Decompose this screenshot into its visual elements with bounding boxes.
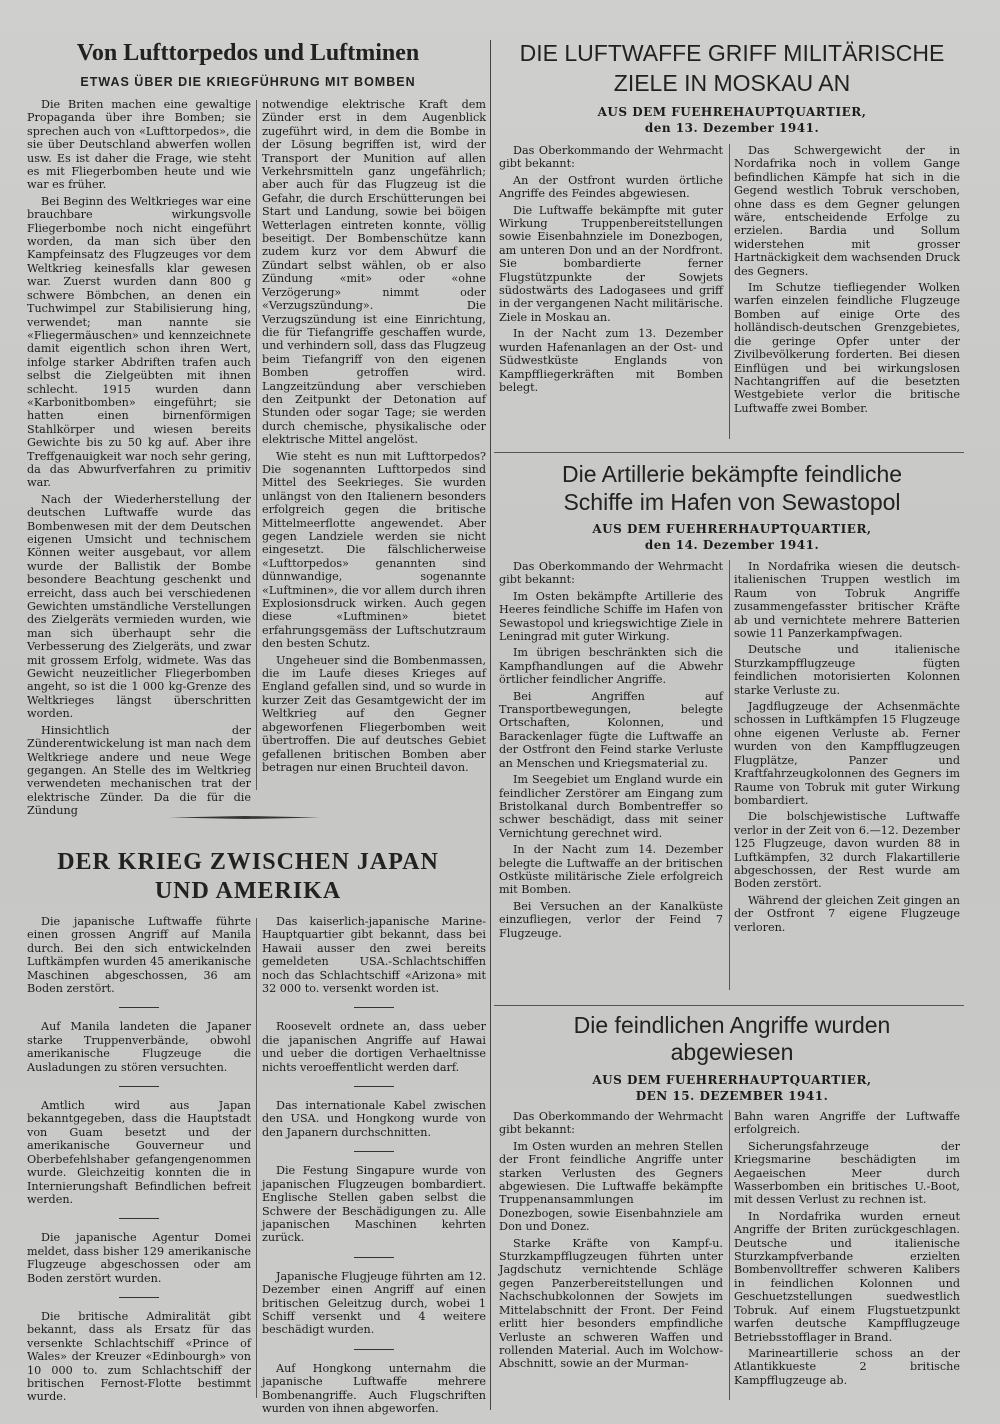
title-line: Die Artillerie bekämpfte feindliche [561,461,903,487]
paragraph: Japanische Flugjeuge führten am 12. Dezember einen Angriff auf einen britischen Geleitzug durch, wobei 1 Schiff versenkt und 4 weitere beschädigt wurden. [262,1269,486,1337]
paragraph: Die Briten machen eine gewaltige Propaganda über ihre Bomben; sie sprechen auch von «Lufttorpedos», die sie über Deutschland abwerfen wollen usw. Es ist daher die Frage, wie steht es mit Fliegerbomben heute und wie war es früher. [27,98,251,192]
title-line: DER KRIEG ZWISCHEN JAPAN [57,849,439,875]
article-divider [494,1005,964,1006]
paragraph: Jagdflugzeuge der Achsenmächte schossen in Luftkämpfen 15 Flugzeuge ohne eigenen Verluste ab. Ferner wurden von den Kampfflugzeugen Flugplätze, Panzer und Kraftfahrzeugkolonnen des Gegners im Raume von Tobruk mit guter Wirkung bombardiert. [734,700,960,807]
article-japan-title [28,848,468,906]
page-column-divider [490,40,491,1410]
article-lufttorpedos-title: Von Lufttorpedos und Luftminen [76,40,420,66]
paragraph: Marineartillerie schoss an der Atlantikkueste 2 britische Kampfflugzeuge ab. [734,1346,960,1387]
title-line: Schiffe im Hafen von Sewastopol [563,489,901,515]
paragraph: Ungeheuer sind die Bombenmassen, die im Laufe dieses Krieges auf England gefallen sind, und so wurde in kurzer Zeit das Gesamtgewicht der im Weltkrieg auf den Gegner abgeworfenen Fliegerbomben weit übertroffen. Die auf deutsches Gebiet gefallenen britischen Bomben aber betragen nur einen Bruchteil davon. [262,653,486,774]
column-rule [729,144,730,439]
paragraph: Die bolschjewistische Luftwaffe verlor in der Zeit von 6.—12. Dezember 125 Flugzeuge, davon wurden 88 in Luftkämpfen, 32 durch Flakartillerie abgeschossen, der Rest wurde am Boden zerstört. [734,810,960,891]
paragraph: Auf Manila landeten die Japaner starke Truppenverbände, obwohl amerikanische Flugzeuge die Ausladungen zu stören versuchten. [27,1020,251,1074]
column-rule [729,560,730,990]
article-sewastopol-col1 [499,560,723,1000]
separator [354,1151,394,1152]
article-japan-col2 [262,915,486,1415]
paragraph: Die japanische Agentur Domei meldet, dass bisher 129 amerikanische Flugzeuge abgeschossen oder am Boden zerstört wurden. [27,1231,251,1285]
paragraph: Im Osten bekämpfte Artillerie des Heeres feindliche Schiffe im Hafen von Sewastopol und kriegswichtige Ziele in Leningrad mit guter Wirkung. [499,589,723,644]
paragraph: Das Oberkommando der Wehrmacht gibt bekannt: [499,1110,723,1137]
paragraph: Amtlich wird aus Japan bekanntgegeben, dass die Hauptstadt von Guam besetzt und der amerikanische Gouverneur und Oberbefehlshaber gefangengenommen wurde. Gleichzeitig konnten die in Internierungshaft Befindlichen befreit werden. [27,1099,251,1206]
separator [354,1007,394,1008]
paragraph: In der Nacht zum 14. Dezember belegte die Luftwaffe an der britischen Ostküste militärische Ziele erfolgreich mit Bomben. [499,843,723,897]
dateline-source: AUS DEM FUEHREHAUPTQUARTIER, [597,105,867,119]
paragraph: Deutsche und italienische Sturzkampfflugzeuge fügten feindlichen motorisierten Kolonnen starke Verluste zu. [734,643,960,697]
paragraph: In Nordafrika wurden erneut Angriffe der Briten zurückgeschlagen. Deutsche und italienische Sturzkampfverbande erzielten Bombenvolltreffer schweren Kalibers in feindlichen Kolonnen und Geschuetzstellungen suedwestlich Tobruk. Auf einem Flugstuetzpunkt warfen deutsche Kampfflugzeuge Betriebsstofflager in Brand. [734,1209,960,1344]
paragraph: Die Festung Singapure wurde von japanischen Flugzeugen bombardiert. Englische Stellen gaben selbst die Schwere der Beschädigungen zu. Alle japanischen Maschinen kehrten zurück. [262,1164,486,1245]
title-line: Die feindlichen Angriffe wurden [573,1012,891,1038]
title-line: ZIELE IN MOSKAU AN [613,70,851,96]
separator [354,1349,394,1350]
article-moskau-col2 [734,144,960,449]
dateline-source: AUS DEM FUEHRERHAUPTQUARTIER, [592,1073,872,1087]
paragraph: Roosevelt ordnete an, dass ueber die japanischen Angriffe auf Hawai und ueber die dortigen Verhaeltnisse nichts veroeffentlicht werden darf. [262,1020,486,1074]
article-sewastopol-dateline [494,521,970,553]
separator [119,1218,159,1219]
paragraph: Auf Hongkong unternahm die japanische Luftwaffe mehrere Bombenangriffe. Auch Flugschriften wurden von ihnen abgeworfen. [262,1361,486,1415]
paragraph: An der Ostfront wurden örtliche Angriffe des Feindes abgewiesen. [499,173,723,201]
separator [119,1297,159,1298]
title-line: UND AMERIKA [154,878,342,904]
paragraph: Bahn waren Angriffe der Luftwaffe erfolgreich. [734,1110,960,1137]
paragraph: notwendige elektrische Kraft dem Zünder erst in dem Augenblick zugeführt wird, in dem die Bombe in der Lösung begriffen ist, wird der Transport der Munition auf allen Verkehrsmitteln ganz ungefährlich; aber auch für das Flugzeug ist die Gefahr, die durch Erschütterungen bei Start und Landung, sowie bei böigen Wetterlagen eintreten konnte, völlig beseitigt. Der Bombenschütze kann zudem kurz vor dem Abwurf die Zündart selbst wählen, ob er also Zündung «mit» oder «ohne Verzögerung» nimmt oder «Verzugszündung». Die Verzugszündung ist eine Einrichtung, die für Tiefangriffe geschaffen wurde, und verhindern soll, dass das Flugzeug beim Tiefangriff von den eigenen Bomben getroffen wird. Langzeitzündung aber verschieben den Zeitpunkt der Detonation auf Stunden oder sogar Tage; sie werden durch chemische, physikalische oder elektrische Mittel angelöst. [262,98,486,447]
article-japan-col1 [27,915,251,1405]
article-moskau-dateline [494,104,970,136]
paragraph: Die britische Admiralität gibt bekannt, dass als Ersatz für das versenkte Schlachtschiff «Prince of Wales» der Kreuzer «Edinbourgh» von 10 000 to. zum Schlachtschiff der britischen Fernost-Flotte bestimmt wurde. [27,1309,251,1404]
paragraph: Das Schwergewicht der in Nordafrika noch in vollem Gange befindlichen Kämpfe hat sich in die Gegend westlich Tobruk verschoben, ohne dass es dem Gegner gelungen wäre, entscheidende Erfolge zu erzielen. Bardia und Sollum widerstehen mit grosser Hartnäckigkeit dem wachsenden Druck des Gegners. [734,144,960,278]
title-line: abgewiesen [670,1039,794,1065]
title-line: DIE LUFTWAFFE GRIFF MILITÄRISCHE [519,40,945,66]
column-rule [729,1110,730,1400]
article-abgewiesen-dateline [494,1072,970,1104]
paragraph: Die Luftwaffe bekämpfte mit guter Wirkung Truppenbereitstellungen sowie Eisenbahnziele im Donezbogen, am unteren Don und an der Nordfront. Sie bombardierte ferner Flugstützpunkte der Sowjets südostwärts des Ladogasees und griff in der vergangenen Nacht militärische. Ziele in Moskau an. [499,203,723,324]
article-lufttorpedos-subtitle: ETWAS ÜBER DIE KRIEGFÜHRUNG MIT BOMBEN [80,75,416,89]
column-rule [256,918,257,1398]
paragraph: Das Oberkommando der Wehrmacht gibt bekannt: [499,560,723,587]
paragraph: Starke Kräfte von Kampf-u. Sturzkampfflugzeugen führten unter Jagdschutz vernichtende Schläge gegen Panzerbereitstellungen und Nachschubkolonnen der Sowjets im Mittelabschnitt der Front. Der Feind erlitt hier besonders empfindliche Verluste an schweren Waffen und rollenden Material. Auch im Wolchow-Abschnitt, sowie an der Murman- [499,1236,723,1371]
article-moskau-col1 [499,144,723,449]
article-moskau-title [494,38,970,98]
separator [354,1086,394,1087]
dateline-date: den 13. Dezember 1941. [644,121,820,135]
paragraph: Bei Angriffen auf Transportbewegungen, belegte Ortschaften, Kolonnen, und Barackenlager fügte die Luftwaffe an der Ostfront den Feind starke Verluste an Menschen und Kriegsmaterial zu. [499,689,723,770]
paragraph: Während der gleichen Zeit gingen an der Ostfront 7 eigene Flugzeuge verloren. [734,893,960,934]
article-abgewiesen-col1 [499,1110,723,1410]
dateline-date: DEN 15. DEZEMBER 1941. [635,1089,829,1103]
dateline-date: den 14. Dezember 1941. [644,538,820,552]
paragraph: Das kaiserlich-japanische Marine-Hauptquartier gibt bekannt, dass bei Hawaii ausser den zwei bereits gemeldeten USA.-Schlachtschiffen noch das Schlachtschiff «Arizona» mit 32 000 to. versenkt worden ist. [262,915,486,996]
separator [354,1257,394,1258]
article-lufttorpedos-col2 [262,98,486,798]
article-abgewiesen-title [494,1012,970,1066]
paragraph: Wie steht es nun mit Lufttorpedos? Die sogenannten Lufttorpedos sind Mittel des Seekrieges. Sie wurden unlängst von den Italienern besonders erfolgreich gegen die britische Mittelmeerflotte angewendet. Aber gegen Landziele werden sie nicht eingesetzt. Die fälschlicherweise «Lufttorpedos» genannten sind dünnwandige, sogenannte «Luftminen», die vor allem durch ihren Explosionsdruck wirken. Auch gegen diese «Luftminen» bietet erfahrungsgemäss der Luftschutzraum den besten Schutz. [262,449,486,651]
paragraph: Hinsichtlich der Zünderentwickelung ist man nach dem Weltkriege andere und neue Wege gegangen. An Stelle des im Weltkrieg verwendeten mechanischen trat der elektrische Zünder. Da die für die Zündung [27,723,251,818]
paragraph: Bei Beginn des Weltkrieges war eine brauchbare wirkungsvolle Fliegerbombe noch nicht eingeführt worden, da man sich über den Kampfeinsatz des Flugzeuges vor dem Weltkrieg keinesfalls klar gewesen war. Zuerst wurden dann 800 g schwere Bömbchen, an denen ein Tuchwimpel zur Stabilisierung hing, verwendet; man nannte sie «Fliegermäuschen» und kennzeichnete damit eigentlich schon ihren Wert, infolge starker Abdriften trafen auch selbst die Zielgeübten mit ihnen schlecht. 1915 wurden dann «Karbonitbomben» eingeführt; sie hatten einen birnenförmigen Stahlkörper und wiesen bereits Gewichte bis zu 50 kg auf. Aber ihre Treffgenauigkeit war noch sehr gering, da das Abwurfverfahren zu primitiv war. [27,194,251,490]
paragraph: In der Nacht zum 13. Dezember wurden Hafenanlagen an der Ost- und Südwestküste Englands von Kampffliegerkräften mit Bomben belegt. [499,327,723,394]
paragraph: Die japanische Luftwaffe führte einen grossen Angriff auf Manila durch. Bei den sich entwickelnden Luftkämpfen wurden 45 amerikanische Maschinen abgeschossen, 36 am Boden zerstört. [27,915,251,996]
paragraph: Bei Versuchen an der Kanalküste einzufliegen, verlor der Feind 7 Flugzeuge. [499,899,723,940]
paragraph: Das Oberkommando der Wehrmacht gibt bekannt: [499,144,723,171]
article-lufttorpedos-col1 [27,98,251,818]
article-divider [494,452,964,453]
paragraph: Sicherungsfahrzeuge der Kriegsmarine beschädigten im Aegaeischen Meer durch Wasserbomben ein britisches U.-Boot, mit dessen Verlust zu rechnen ist. [734,1139,960,1207]
column-rule [256,100,257,790]
dateline-source: AUS DEM FUEHRERHAUPTQUARTIER, [592,522,872,536]
article-sewastopol-title [494,460,970,516]
article-abgewiesen-col2 [734,1110,960,1410]
separator [119,1086,159,1087]
article-sewastopol-col2 [734,560,960,1000]
paragraph: Im Seegebiet um England wurde ein feindlicher Zerstörer am Eingang zum Bristolkanal durch Bombentreffer so schwer beschädigt, dass mit seiner Vernichtung gerechnet wird. [499,773,723,840]
paragraph: Nach der Wiederherstellung der deutschen Luftwaffe wurde das Bombenwesen mit der dem Deutschen eigenen Umsicht und technischem Können weiter ausgebaut, vor allem wurde der Ballistik der Bombe besondere Beachtung geschenkt und erreicht, dass auch bei verschiedenen Gewichten umständliche Verstellungen des Zielgeräts vermieden wurden, wie man sich überhaupt sehr die Verbesserung des Zielgeräts, und zwar mit grossem Erfolg, widmete. Was das Gewicht neuzeitlicher Fliegerbomben angeht, so ist die 1 000 kg-Grenze des Weltkrieges längst überschritten worden. [27,492,251,721]
paragraph: In Nordafrika wiesen die deutsch-italienischen Truppen westlich im Raum von Tobruk Angriffe zusammengefasster britischer Kräfte ab und vernichtete mehrere Batterien sowie 11 Panzerkampfwagen. [734,560,960,641]
paragraph: Das internationale Kabel zwischen den USA. und Hongkong wurde von den Japanern durchschnitten. [262,1099,486,1139]
paragraph: Im Osten wurden an mehren Stellen der Front feindliche Angriffe unter starken Verlusten des Gegners abgewiesen. Die Luftwaffe bekämpfte Truppenansammlungen im Donezbogen, sowie Eisenbahnziele am Don und Donez. [499,1139,723,1234]
paragraph: Im übrigen beschränkten sich die Kampfhandlungen auf die Abwehr örtlicher feindlicher Angriffe. [499,646,723,687]
separator [119,1007,159,1008]
paragraph: Im Schutze tiefliegender Wolken warfen einzelen feindliche Flugzeuge Bomben auf einige Orte des holländisch-deutschen Grenzgebietes, die geringe Opfer unter der Zivilbevölkerung forderten. Bei diesen Einflügen und bei wirkungslosen Nachtangriffen auf die besetzten Westgebiete verlor die britische Luftwaffe zwei Bomber. [734,281,960,415]
